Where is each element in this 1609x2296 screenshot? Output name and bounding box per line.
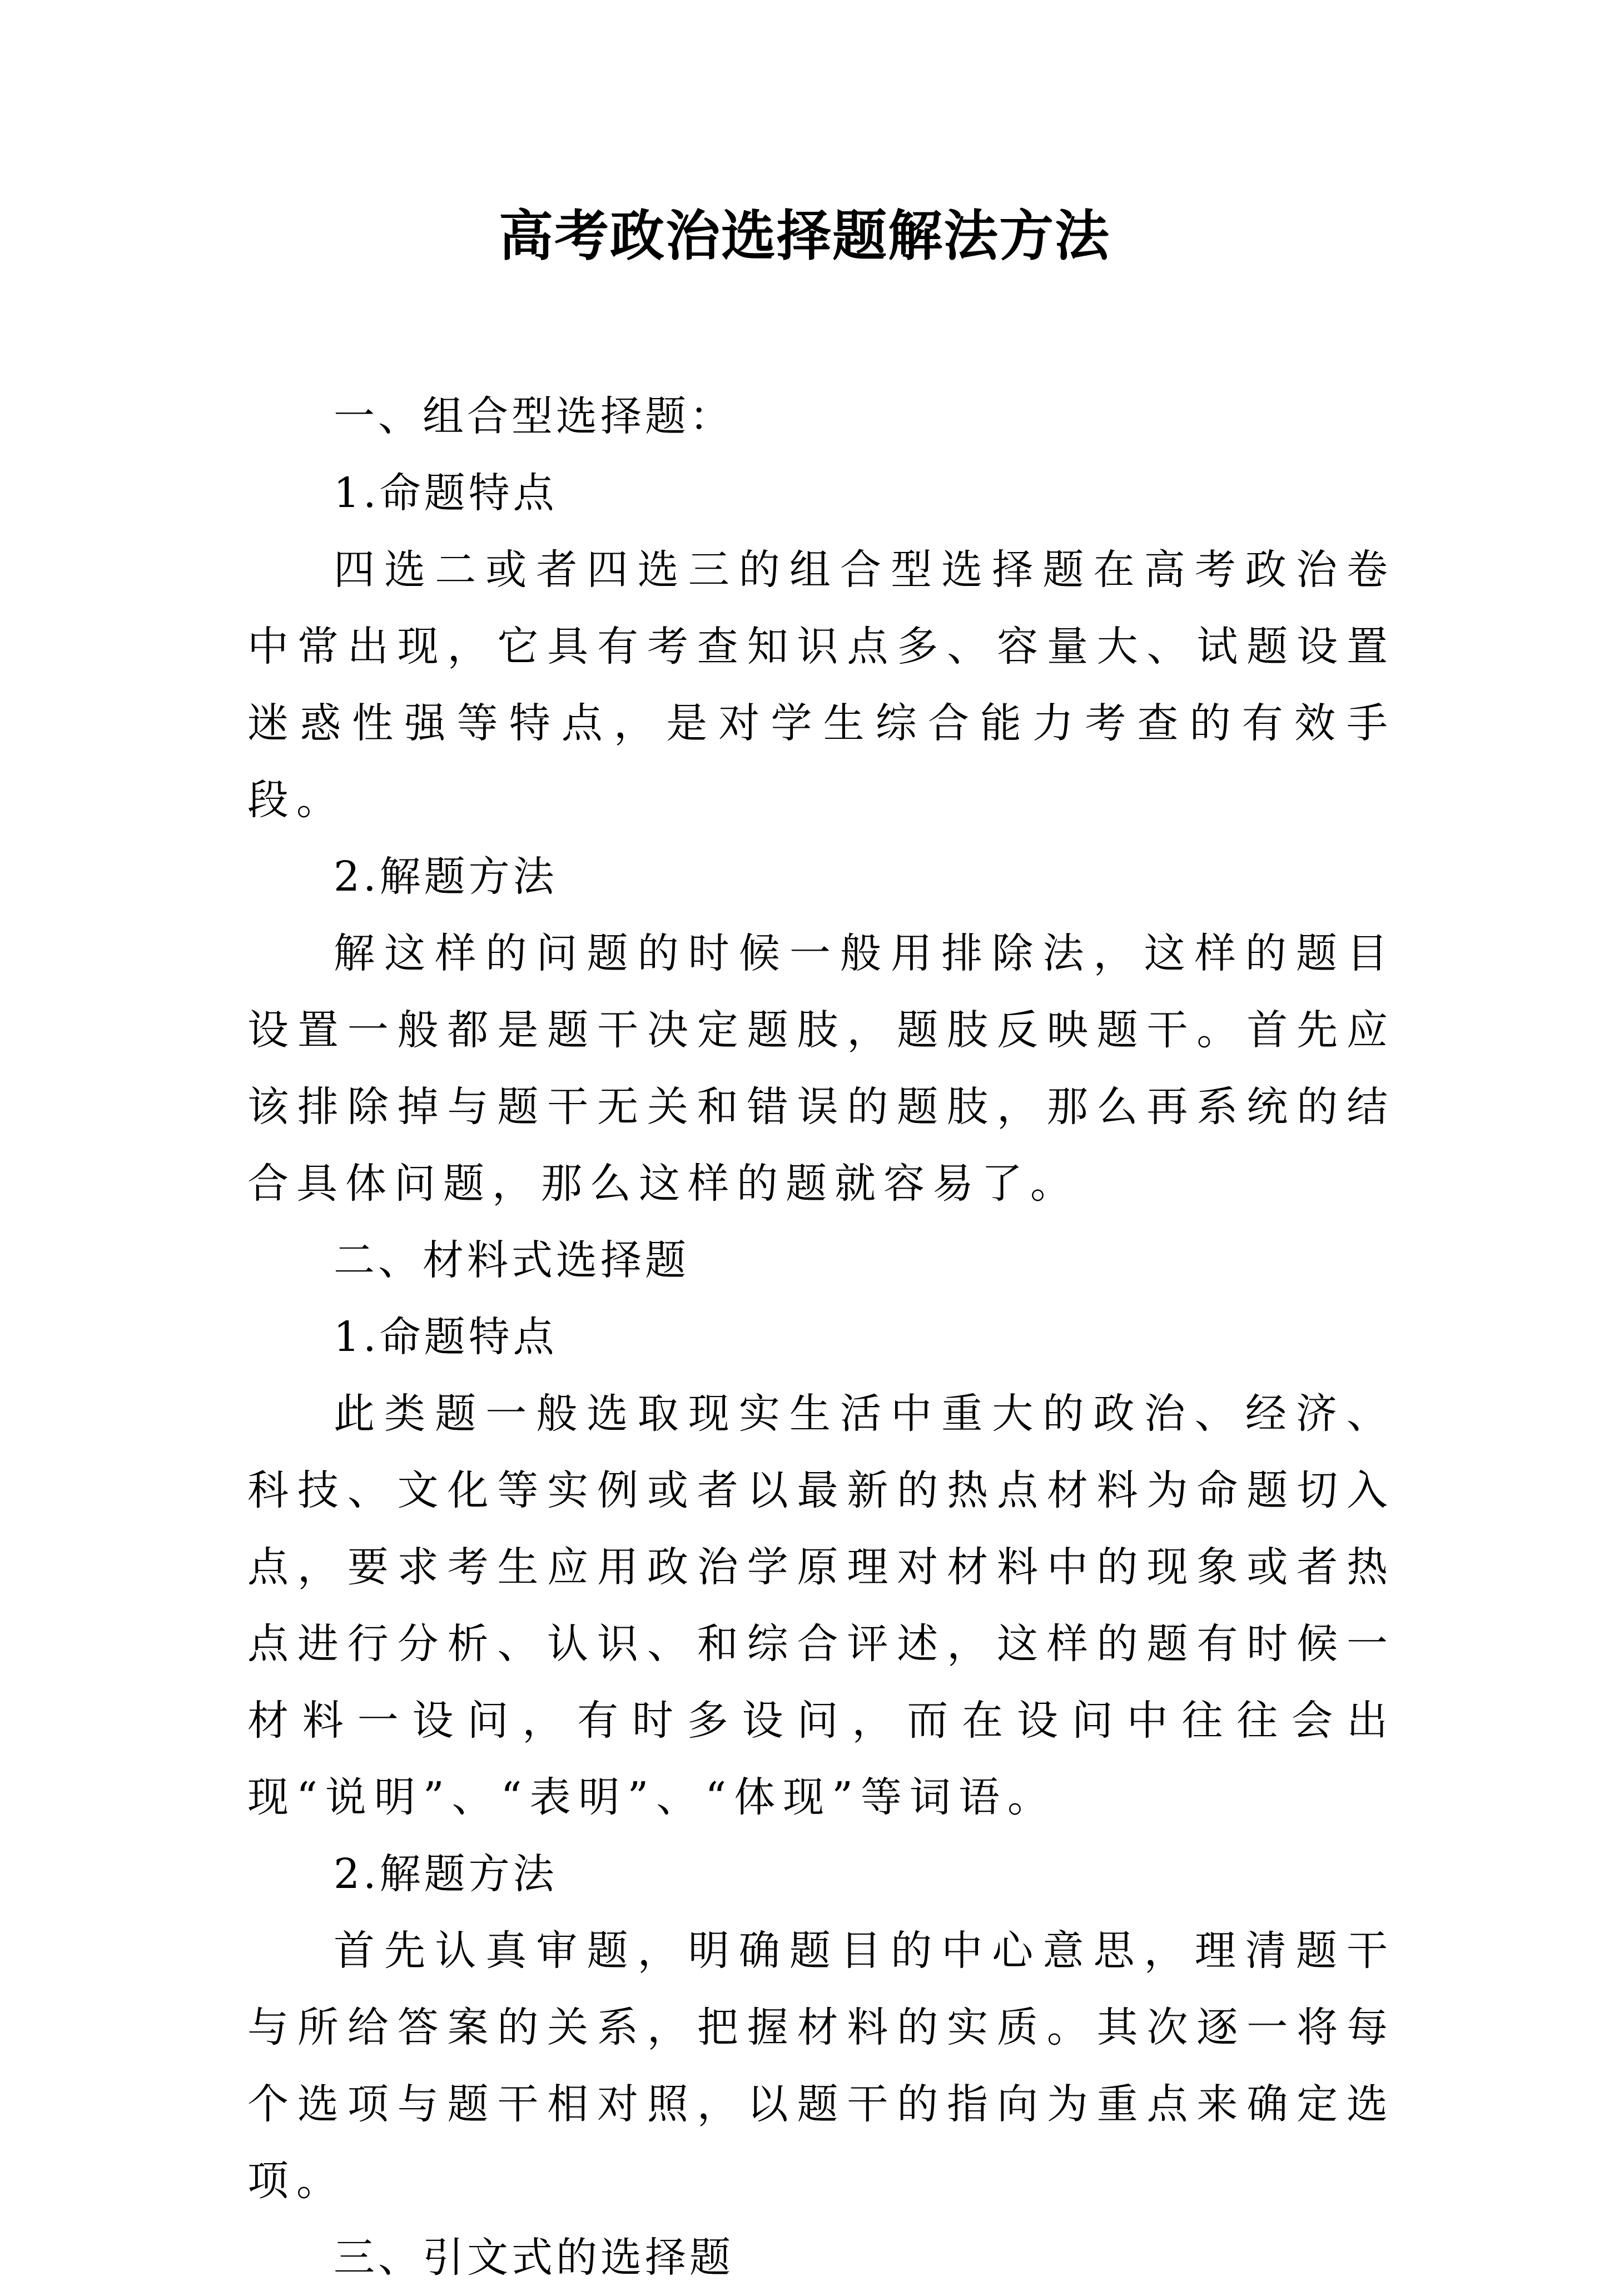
subsection-heading: 2.解题方法 [334,1850,558,1898]
body-paragraph: 四选二或者四选三的组合型选择题在高考政治卷中常出现，它具有考查知识点多、容量大、试题设置迷惑性强等特点，是对学生综合能力考查的有效手段。 [247,546,1396,824]
subsection-heading: 1.命题特点 [334,1313,558,1361]
body-paragraph: 此类题一般选取现实生活中重大的政治、经济、科技、文化等实例或者以最新的热点材料为命题切入点，要求考生应用政治学原理对材料中的现象或者热点进行分析、认识、和综合评述，这样的题有时候一材料一设问，有时多设问，而在设问中往往会出现“说明”、“表明”、“体现”等词语。 [247,1390,1396,1821]
section-heading: 二、材料式选择题 [334,1236,689,1284]
section-heading: 一、组合型选择题： [334,392,734,440]
subsection-heading: 2.解题方法 [334,853,558,901]
body-paragraph: 首先认真审题，明确题目的中心意思，理清题干与所给答案的关系，把握材料的实质。其次逐一将每个选项与题干相对照，以题干的指向为重点来确定选项。 [247,1927,1396,2205]
document-title: 高考政治选择题解法方法 [498,204,1110,268]
section-heading: 三、引文式的选择题 [334,2234,734,2282]
body-paragraph: 解这样的问题的时候一般用排除法，这样的题目设置一般都是题干决定题肢，题肢反映题干。首先应该排除掉与题干无关和错误的题肢，那么再系统的结合具体问题，那么这样的题就容易了。 [247,930,1396,1207]
document-body [247,378,1396,2296]
subsection-heading: 1.命题特点 [334,469,558,517]
